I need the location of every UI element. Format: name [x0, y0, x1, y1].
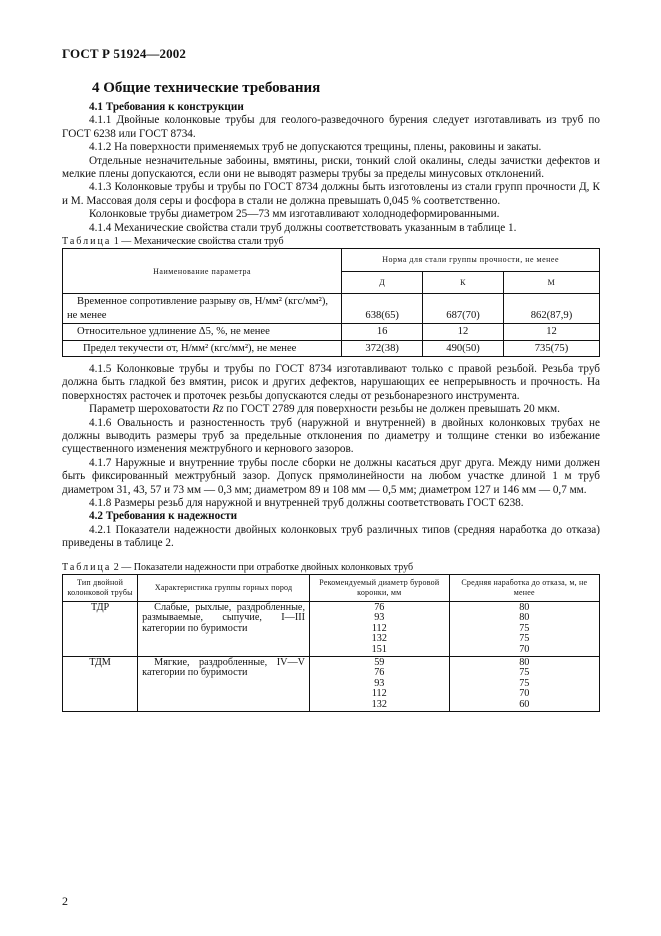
- table1-header-group: К: [423, 271, 504, 293]
- table-row: Относительное удлинение Δ5, %, не менее 16 12 12: [63, 324, 600, 340]
- table-row: Предел текучести σт, Н/мм² (кгс/мм²), не менее 372(38) 490(50) 735(75): [63, 340, 600, 356]
- table1: [62, 248, 600, 356]
- paragraph-4-1-3-cont: Колонковые трубы диаметром 25—73 мм изготавливают холоднодеформированными.: [89, 208, 500, 221]
- paragraph-4-1-5-cont: Параметр шероховатости Rz по ГОСТ 2789 для поверхности резьбы не должен превышать 20 мкм.: [89, 403, 560, 416]
- paragraph-4-1-7: 4.1.7 Наружные и внутренние трубы после сборки не должны касаться друг друга. Между ними должен быть фиксированный межтрубный зазор. Допуск прямолинейности на любом участке длиной 1 м труб диаметром 31, 43, 57 и 73 мм — 0,3 мм; диаметром 89 и 108 мм — 0,5 мм; диаметром 127 и 146 мм — 0,7 мм.: [62, 456, 600, 496]
- table1-header-group: Д: [342, 271, 423, 293]
- table2-header-mtbf: Средняя наработка до отказа, м, не менее: [449, 575, 599, 602]
- table1-header-group: М: [503, 271, 599, 293]
- table2-caption: Таблица 2 — Показатели надежности при отработке двойных колонковых труб: [62, 561, 414, 573]
- page-number: 2: [62, 894, 68, 908]
- table1-header-param: Наименование параметра: [63, 249, 342, 294]
- paragraph-4-1-2: 4.1.2 На поверхности применяемых труб не допускаются трещины, плены, раковины и закаты.: [89, 141, 542, 154]
- section-title: 4 Общие технические требования: [92, 80, 321, 96]
- table1-caption: Таблица 1 — Механические свойства стали труб: [62, 236, 284, 248]
- table2: [62, 574, 600, 712]
- paragraph-4-1-3: 4.1.3 Колонковые трубы и трубы по ГОСТ 8734 должны быть изготовлены из стали групп прочности Д, К и М. Массовая доля серы и фосфора в стали не должна превышать 0,045 % соответственно.: [62, 181, 600, 207]
- paragraph-4-1-8: 4.1.8 Размеры резьб для наружной и внутренней труб должны соответствовать ГОСТ 6238.: [89, 496, 524, 509]
- table2-header-char: Характеристика группы горных пород: [138, 575, 310, 602]
- paragraph-4-1-2-cont: Отдельные незначительные забоины, вмятины, риски, тонкий слой окалины, следы зачистки дефектов и мелкие плены допускаются, если они не выводят размеры трубы за пределы минусовых отклонений.: [62, 154, 600, 181]
- subsection-title-4-1: 4.1 Требования к конструкции: [89, 101, 244, 113]
- paragraph-4-1-6: 4.1.6 Овальность и разностенность труб (наружной и внутренней) в двойных колонковых трубах не должны выводить размеры труб за предельные отклонения по диаметру и толщине стенки во избежание существенного изменения межтрубного и кернового зазоров.: [62, 416, 600, 456]
- table-row: ТДР Слабые, рыхлые, раздробленные, размываемые, сыпучие, I—III категории по буримости 76 93 112 132 151 80 80 75 75 70: [63, 602, 600, 657]
- paragraph-4-1-5: 4.1.5 Колонковые трубы и трубы по ГОСТ 8734 изготавливают только с правой резьбой. Резьба труб должна быть гладкой без вмятин, рисок и других дефектов, нарушающих ее непрерывность и прочность. На поверхностях расточек и проточек резьбы допускаются следы от резьбонарезного инструмента.: [62, 362, 600, 402]
- paragraph-4-1-1: 4.1.1 Двойные колонковые трубы для геолого-разведочного бурения следует изготавливать из труб по ГОСТ 6238 или ГОСТ 8734.: [62, 114, 600, 140]
- paragraph-4-2-1: 4.2.1 Показатели надежности двойных колонковых труб различных типов (средняя наработка до отказа) приведены в таблице 2.: [62, 523, 600, 550]
- document-header: ГОСТ Р 51924—2002: [62, 46, 186, 61]
- document-body: [62, 100, 600, 712]
- table2-header-type: Тип двойной колонковой трубы: [63, 575, 138, 602]
- table-row: ТДМ Мягкие, раздробленные, IV—V категории по буримости 59 76 93 112 132 80 75 75 70 60: [63, 657, 600, 712]
- table-row: Временное сопротивление разрыву σв, Н/мм² (кгс/мм²), не менее 638(65) 687(70) 862(87,9): [63, 294, 600, 324]
- paragraph-4-1-4: 4.1.4 Механические свойства стали труб должны соответствовать указанным в таблице 1.: [89, 221, 517, 234]
- table1-header-norm: Норма для стали группы прочности, не менее: [342, 249, 600, 271]
- subsection-title-4-2: 4.2 Требования к надежности: [89, 510, 238, 523]
- table2-header-diameter: Рекомендуемый диаметр буровой коронки, мм: [310, 575, 450, 602]
